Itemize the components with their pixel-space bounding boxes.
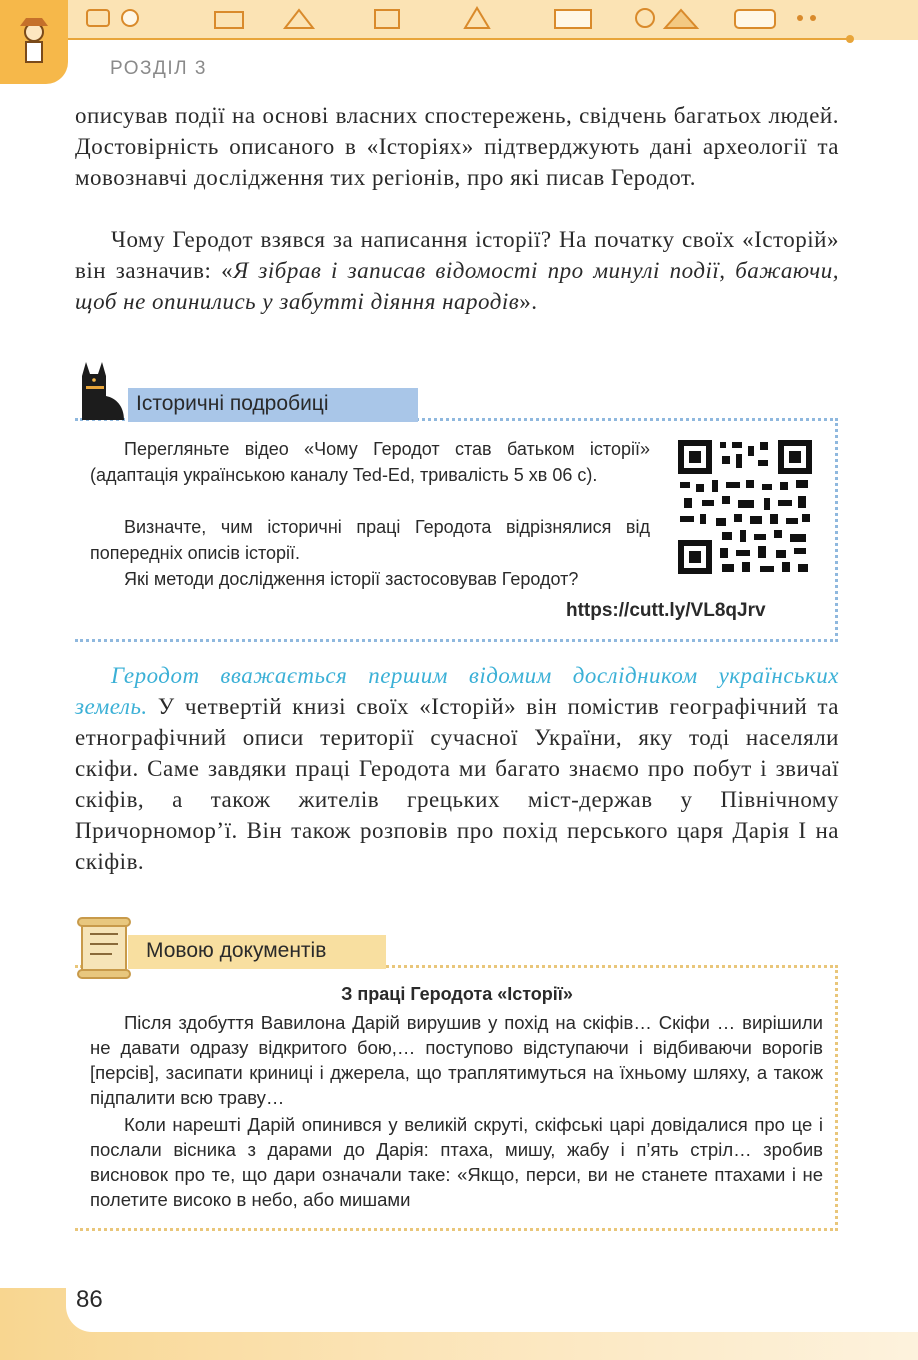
historical-details-title: Історичні подробиці bbox=[136, 392, 329, 415]
paragraph-2-start: Чому Геродот взявся за написання історії? На початку своїх «Історій» він зазначив: « bbox=[75, 227, 839, 283]
video-link[interactable]: https://cutt.ly/VL8qJrv bbox=[566, 600, 766, 621]
document-heading: З праці Геродота «Історії» bbox=[341, 984, 573, 1004]
header-rule bbox=[60, 38, 850, 40]
paragraph-2 bbox=[75, 224, 839, 317]
documents-title: Мовою документів bbox=[146, 939, 327, 962]
paragraph-2-end: ». bbox=[519, 289, 538, 314]
history-icons-strip bbox=[85, 4, 845, 34]
explorer-icon bbox=[0, 0, 68, 84]
herodotus-quote: Я зібрав і записав відомості про минулі події, бажаючи, щоб не опинились у забутті діяння народів bbox=[75, 258, 839, 314]
document-paragraph-2: Коли нарешті Дарій опинився у великій скруті, скіфські царі довідалися про це і послали вісника з дарами до Дарія: птаха, мишу, жабу і п’ять стріл… зробив висновок про те, що дари означали таке: «Якщо, перси, ви не станете птахами і не полетите високо в небо, або мишами bbox=[90, 1114, 823, 1210]
question-1: Визначте, чим історичні праці Геродота відрізнялися від попередніх описів історії. bbox=[90, 517, 650, 563]
question-2: Які методи дослідження історії застосовував Геродот? bbox=[124, 569, 579, 589]
document-paragraph-1: Після здобуття Вавилона Дарій вирушив у похід на скіфів… Скіфи … вирішили не давати одразу відкритого бою,… поступово відступаючи і відбиваючи ворогів [персів], засипати криниці і джерела, що траплятимуться на їхньому шляху, а також підпалити всю траву… bbox=[90, 1012, 823, 1108]
highlight-statement: Геродот вважається першим відомим дослідником українських земель. bbox=[75, 663, 839, 719]
paragraph-3 bbox=[75, 660, 839, 877]
section-label: РОЗДІЛ 3 bbox=[110, 58, 207, 79]
cat-icon bbox=[72, 356, 132, 424]
paragraph-1: описував події на основі власних спостережень, свідчень багатьох людей. Достовірність описаного в «Історіях» підтверджують дані археології та мовознавчі дослідження тих регіонів, про які писав Геродот. bbox=[75, 103, 839, 190]
footer-panel bbox=[66, 1270, 918, 1332]
page-number: 86 bbox=[76, 1286, 103, 1313]
video-instruction: Перегляньте відео «Чому Геродот став батьком історії» (адаптація українською каналу Ted-Ed, тривалість 5 хв 06 с). bbox=[90, 439, 650, 485]
qr-code-icon[interactable] bbox=[678, 440, 812, 574]
header-rule-dot bbox=[846, 35, 854, 43]
paragraph-3-rest: У четвертій книзі своїх «Історій» він помістив географічний та етнографічний описи території сучасної України, яку тоді населяли скіфи. Саме завдяки праці Геродота ми багато знаємо про побут і звичаї скіфів, а також жителів грецьких міст-держав у Північному Причорномор’ї. Він також розповів про похід перського царя Дарія І на скіфів. bbox=[75, 694, 839, 874]
explorer-badge bbox=[0, 0, 68, 84]
